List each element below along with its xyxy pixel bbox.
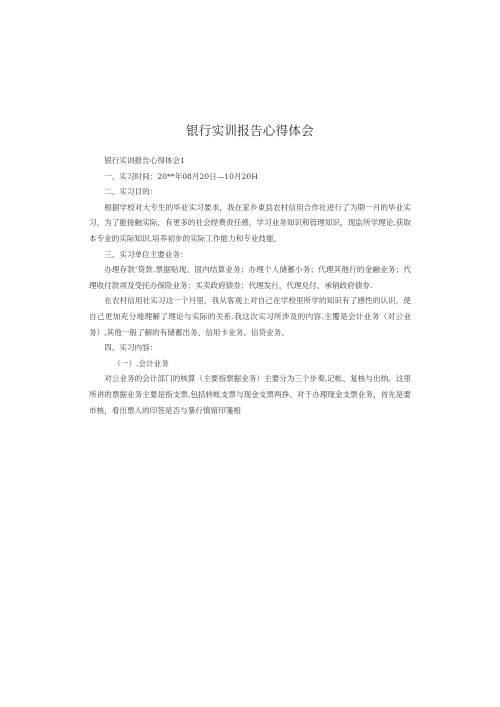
paragraph-purpose-heading: 二、实习目的： bbox=[104, 187, 158, 197]
document-body bbox=[89, 153, 411, 418]
paragraph-accounting-heading: （一）.会计业务 bbox=[113, 358, 169, 368]
paragraph-accounting-body: 对公业务的会计部门的核算（主要指票据业务）主要分为三个步奏,记帐、复核与出纳。这里所讲的票据业务主要是指支票,包括转帐支票与现金支票两挣。对于办理现金支票业务，首先是要市核，看出票人的印签是否与暴行慎留印箋相 bbox=[89, 374, 411, 415]
paragraph-internship-time: 一、实习时间：20**年08月20日—10月20H bbox=[104, 171, 258, 181]
paragraph-reflection: 在农村信用社实习这一个月里，我从客观上对自己在学校里所学的知识有了感性的认识，使自己更加充分地理解了理论与实际的关系.我这次实习所涉及的内容.主覆是会计业务（对公业务）,其他一般了解的有储蓄出务、信用卡业务、信贷业务。 bbox=[89, 296, 411, 337]
paragraph-business-heading: 三、实习单位主要业务： bbox=[104, 249, 188, 259]
paragraph-subtitle: 银行实训报告心得体会1 bbox=[104, 156, 185, 165]
paragraph-business-body: 办理存款'贷款.票据贴现、国内结算业务；办理个人储蓄小务；代理其他行的金融业务；代理收付款项及受托办保险业务；买卖政府债券；代理发行，代理兑付、承销政府债券. bbox=[89, 265, 411, 290]
paragraph-content-heading: 四、实习内容： bbox=[104, 343, 158, 353]
paragraph-purpose-body: 根据学校对大专生的毕业实习要求，我在家乡東县农村信用合作社进行了为期一月的毕业实习，为了能接触实际，有更多的社会经费责任感，学习业务知识和管理知识，现监所学理论,获取本专业的实际知识,培养初步的实际工作能力和专业技能。 bbox=[89, 202, 411, 243]
document-title: 银行实训报告心得体会 bbox=[185, 123, 314, 138]
